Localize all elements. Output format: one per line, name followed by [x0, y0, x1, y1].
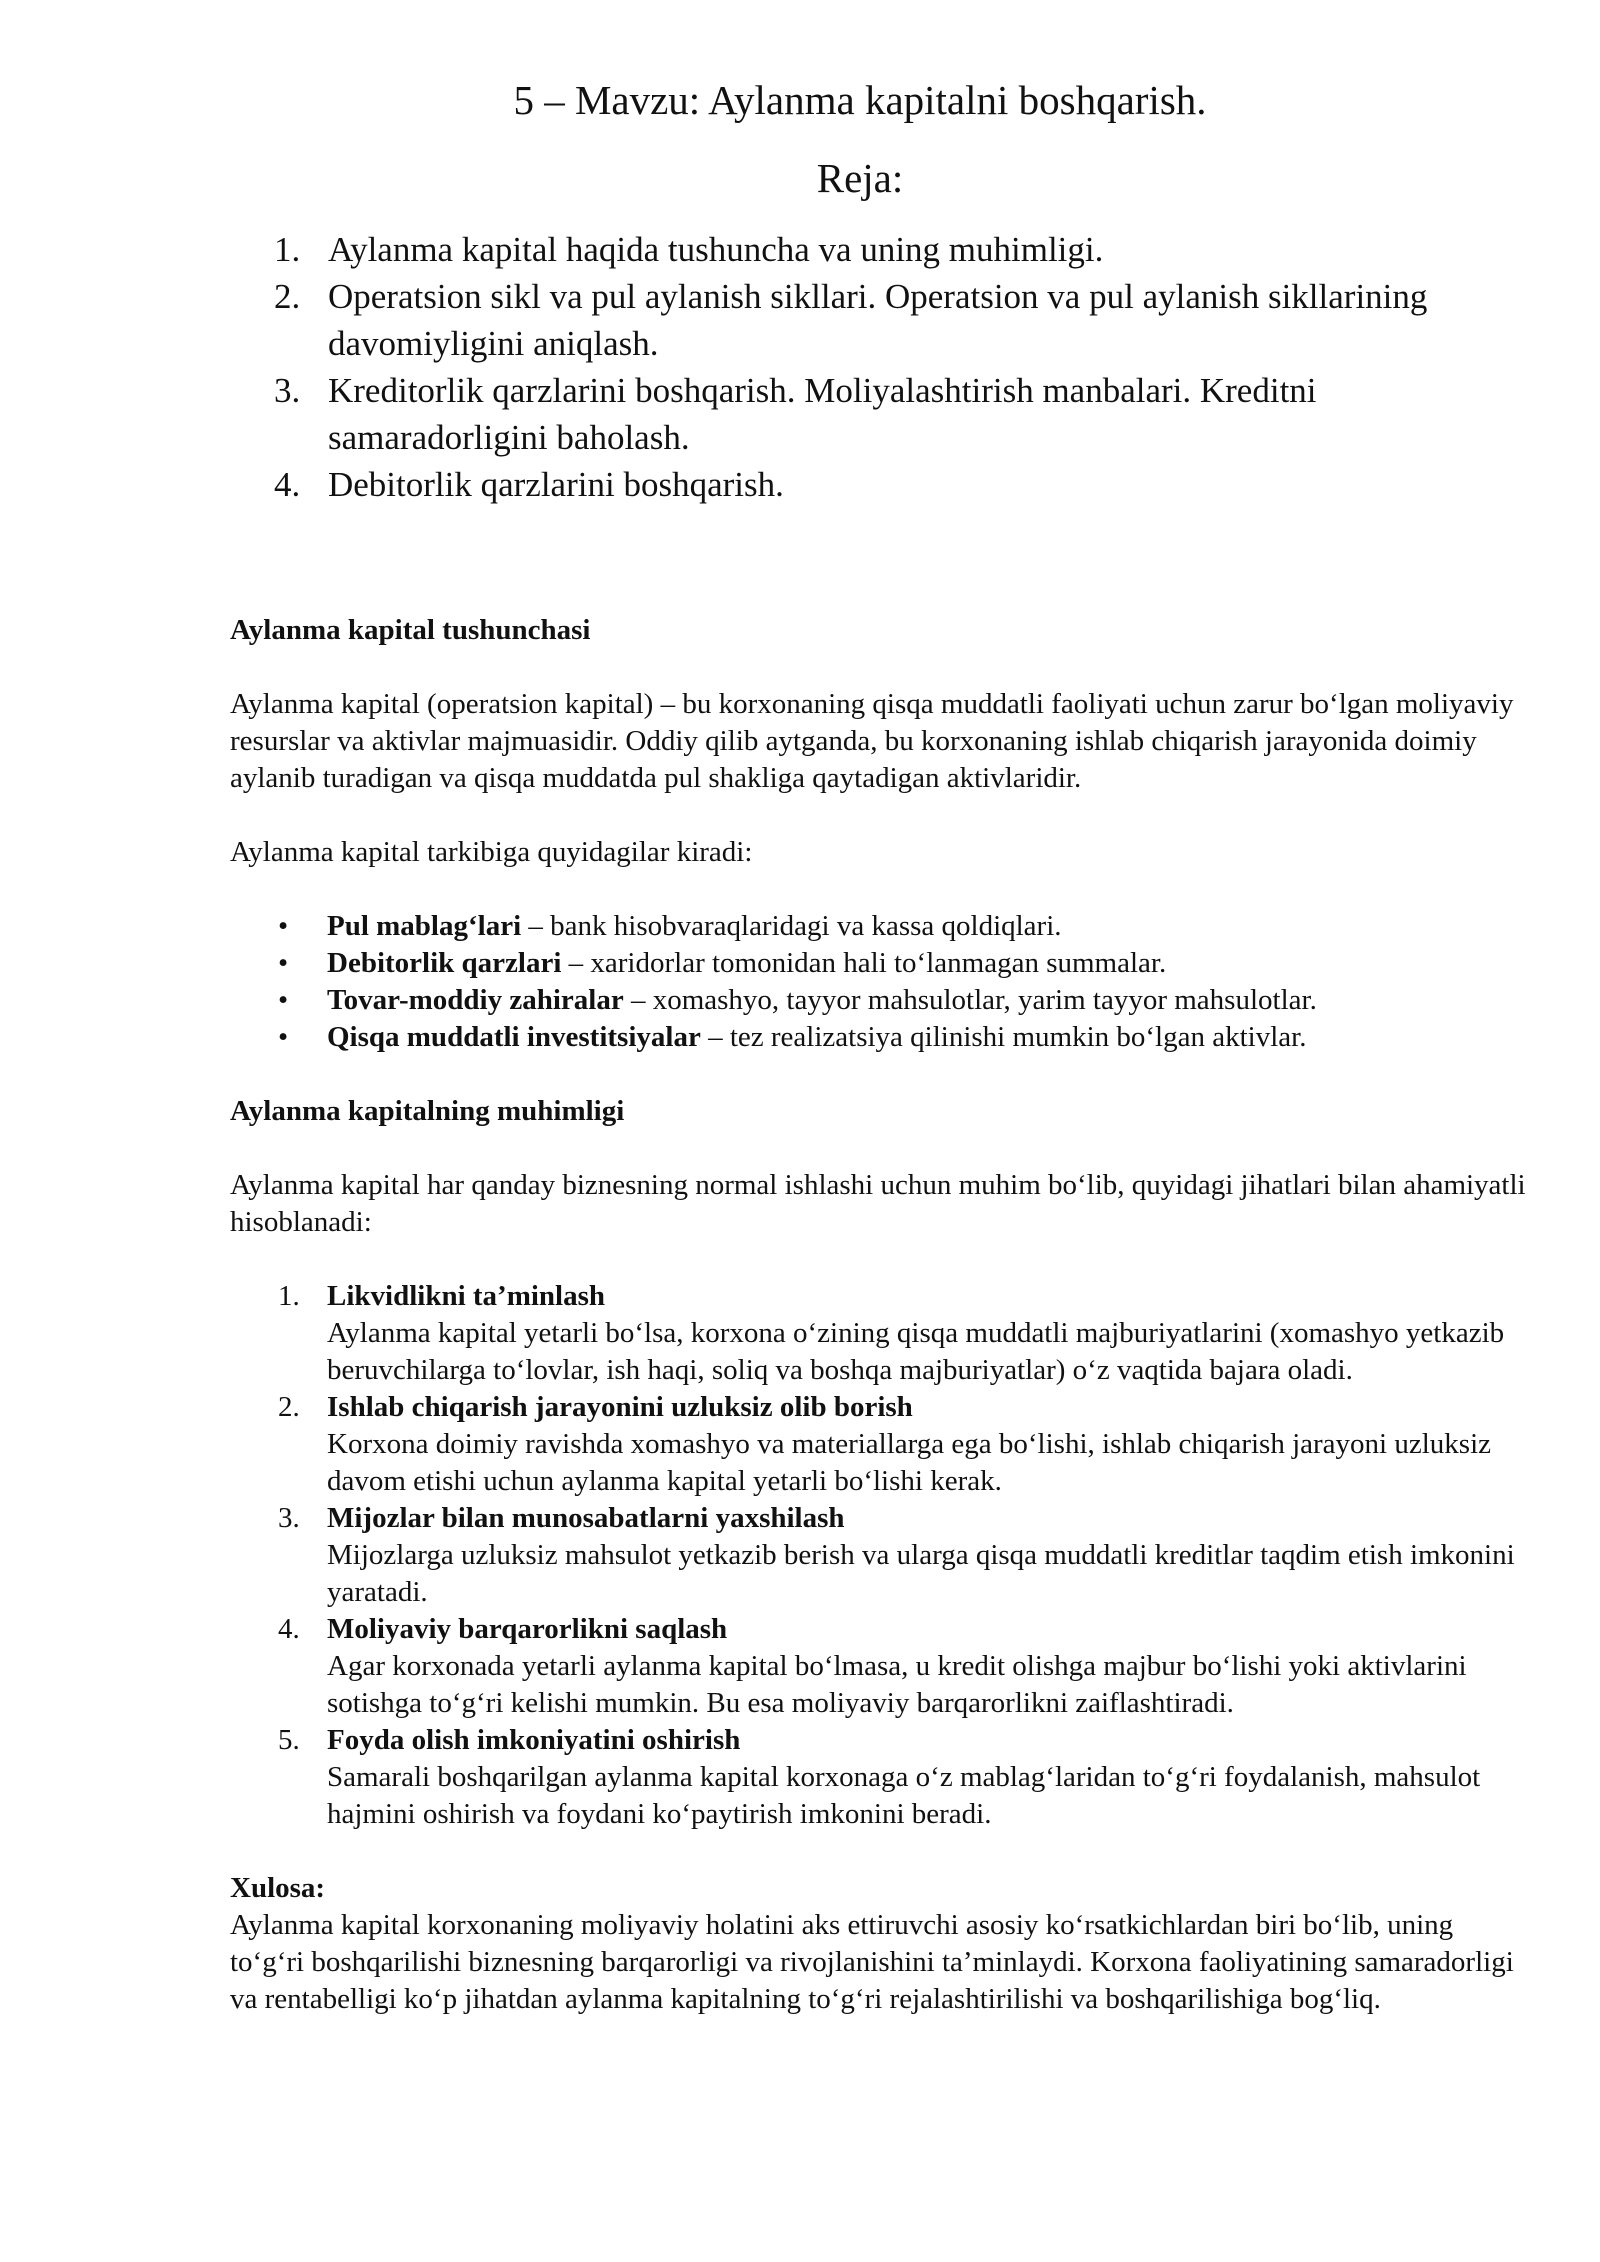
document-body: [230, 612, 1530, 2018]
list-item-text: Aylanma kapital yetarli bo‘lsa, korxona o‘zining qisqa muddatli majburiyatlarini (xomashyo yetkazib beruvchilarga to‘lovlar, ish haqi, soliq va boshqa majburiyatlar) o‘z vaqtida bajara oladi.: [327, 1317, 1505, 1386]
list-item-term: Pul mablag‘lari: [327, 910, 522, 942]
plan-item-text: Operatsion sikl va pul aylanish sikllari. Operatsion va pul aylanish sikllarining davomiyligini aniqlash.: [328, 277, 1428, 363]
components-list: [230, 908, 1530, 1056]
list-item-title: Mijozlar bilan munosabatlarni yaxshilash: [327, 1502, 845, 1534]
list-item-number: 1.: [278, 1280, 300, 1312]
list-item: [230, 945, 1530, 982]
list-item-term: Tovar-moddiy zahiralar: [327, 984, 624, 1016]
list-item-title: Ishlab chiqarish jarayonini uzluksiz olib borish: [327, 1391, 913, 1423]
list-item-text: Agar korxonada yetarli aylanma kapital bo‘lmasa, u kredit olishga majbur bo‘lishi yoki aktivlarini sotishga to‘g‘ri kelishi mumkin. Bu esa moliyaviy barqarorlikni zaiflashtiradi.: [327, 1650, 1467, 1719]
plan-item: [274, 273, 1474, 367]
section-heading: Aylanma kapitalning muhimligi: [230, 1095, 625, 1127]
plan-item-number: 1.: [274, 230, 301, 269]
list-item-text: – xaridorlar tomonidan hali to‘lanmagan summalar.: [561, 947, 1167, 979]
list-item-term: Debitorlik qarzlari: [327, 947, 562, 979]
bullet-icon: •: [278, 910, 289, 942]
list-item-title: Foyda olish imkoniyatini oshirish: [327, 1724, 741, 1756]
plan-item-text: Debitorlik qarzlarini boshqarish.: [328, 465, 784, 504]
list-item: [230, 908, 1530, 945]
plan-item-number: 2.: [274, 277, 301, 316]
bullet-icon: •: [278, 984, 289, 1016]
list-item: [230, 1611, 1530, 1722]
plan-item-number: 4.: [274, 465, 301, 504]
list-item: [230, 982, 1530, 1019]
list-item-number: 5.: [278, 1724, 300, 1756]
list-item-term: Qisqa muddatli investitsiyalar: [327, 1021, 701, 1053]
list-item: [230, 1278, 1530, 1389]
list-item-text: – tez realizatsiya qilinishi mumkin bo‘lgan aktivlar.: [700, 1021, 1307, 1053]
plan-item-text: Aylanma kapital haqida tushuncha va uning muhimligi.: [328, 230, 1104, 269]
section-paragraph: Aylanma kapital (operatsion kapital) – bu korxonaning qisqa muddatli faoliyati uchun zarur bo‘lgan moliyaviy resurslar va aktivlar majmuasidir. Oddiy qilib aytganda, bu korxonaning ishlab chiqarish jarayonida doimiy aylanib turadigan va qisqa muddatda pul shakliga qaytadigan aktivlaridir.: [230, 688, 1514, 794]
list-item-number: 4.: [278, 1613, 300, 1645]
list-item: [230, 1019, 1530, 1056]
document-title: 5 – Mavzu: Aylanma kapitalni boshqarish.: [513, 77, 1207, 123]
section-paragraph: Aylanma kapital har qanday biznesning normal ishlashi uchun muhim bo‘lib, quyidagi jihatlari bilan ahamiyatli hisoblanadi:: [230, 1169, 1526, 1238]
list-item-number: 2.: [278, 1391, 300, 1423]
list-item: [230, 1500, 1530, 1611]
list-item-text: – xomashyo, tayyor mahsulotlar, yarim tayyor mahsulotlar.: [623, 984, 1317, 1016]
list-item: [230, 1389, 1530, 1500]
plan-heading: Reja:: [816, 155, 904, 201]
list-item-text: Mijozlarga uzluksiz mahsulot yetkazib berish va ularga qisqa muddatli kreditlar taqdim etish imkonini yaratadi.: [327, 1539, 1515, 1608]
list-item-text: Samarali boshqarilgan aylanma kapital korxonaga o‘z mablag‘laridan to‘g‘ri foydalanish, mahsulot hajmini oshirish va foydani ko‘paytirish imkonini beradi.: [327, 1761, 1481, 1830]
section-paragraph: Aylanma kapital tarkibiga quyidagilar kiradi:: [230, 836, 753, 868]
plan-item-number: 3.: [274, 371, 301, 410]
plan-item: [274, 226, 1474, 273]
list-item: [230, 1722, 1530, 1833]
conclusion-heading: Xulosa:: [230, 1872, 326, 1904]
plan-item-text: Kreditorlik qarzlarini boshqarish. Moliyalashtirish manbalari. Kreditni samaradorligini baholash.: [328, 371, 1317, 457]
plan-list: [274, 226, 1474, 508]
list-item-title: Moliyaviy barqarorlikni saqlash: [327, 1613, 728, 1645]
conclusion-paragraph: Aylanma kapital korxonaning moliyaviy holatini aks ettiruvchi asosiy ko‘rsatkichlardan biri bo‘lib, uning to‘g‘ri boshqarilishi biznesning barqarorligi va rivojlanishini ta’minlaydi. Korxona faoliyatining samaradorligi va rentabelligi ko‘p jihatdan aylanma kapitalning to‘g‘ri rejalashtirilishi va boshqarilishiga bog‘liq.: [230, 1909, 1514, 2015]
list-item-number: 3.: [278, 1502, 300, 1534]
list-item-text: – bank hisobvaraqlaridagi va kassa qoldiqlari.: [521, 910, 1062, 942]
section-heading: Aylanma kapital tushunchasi: [230, 614, 591, 646]
plan-item: [274, 461, 1474, 508]
importance-list: [230, 1278, 1530, 1833]
list-item-text: Korxona doimiy ravishda xomashyo va materiallarga ega bo‘lishi, ishlab chiqarish jarayoni uzluksiz davom etishi uchun aylanma kapital yetarli bo‘lishi kerak.: [327, 1428, 1491, 1497]
list-item-title: Likvidlikni ta’minlash: [327, 1280, 606, 1312]
bullet-icon: •: [278, 1021, 289, 1053]
plan-item: [274, 367, 1474, 461]
bullet-icon: •: [278, 947, 289, 979]
